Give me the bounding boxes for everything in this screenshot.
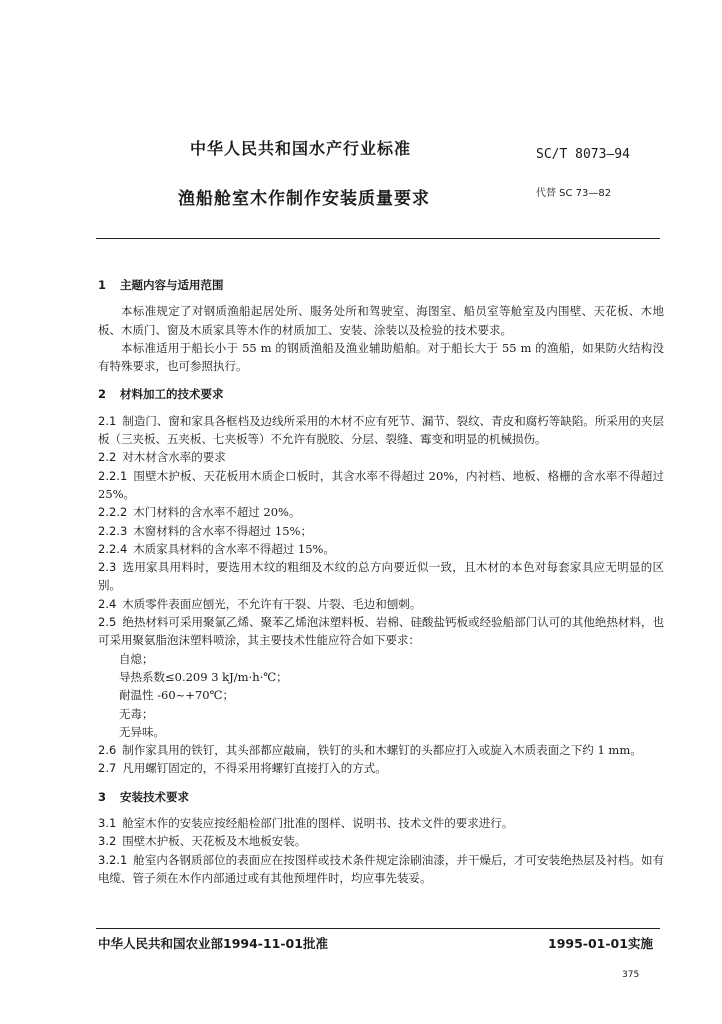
property-line: 导热系数≤0.209 3 kJ/m·h·℃； — [119, 669, 288, 684]
clause-text: 制作家具用的铁钉，其头部都应敲扁，铁钉的头和木螺钉的头都应打入或旋入木质表面之下约 1 mm。 — [122, 743, 642, 758]
clause-number: 2.5 — [98, 615, 117, 630]
clause-text: 制造门、窗和家具各框档及边线所采用的木材不应有死节、漏节、裂纹、青皮和腐朽等缺陷。所采用的夹层板（三夹板、五夹板、七夹板等）不允许有脱胶、分层、裂缝、霉变和明显的机械损伤。 — [98, 413, 664, 447]
clause-text: 绝热材料可采用聚氯乙烯、聚苯乙烯泡沫塑料板、岩棉、硅酸盐钙板或经验船部门认可的其他绝热材料，也可采用聚氨脂泡沫塑料喷涂，其主要技术性能应符合如下要求： — [98, 615, 664, 648]
section-number: 1 — [98, 278, 107, 292]
section-title: 材料加工的技术要求 — [120, 387, 224, 402]
issuing-organization: 中华人民共和国水产行业标准 — [190, 139, 412, 158]
clause — [98, 558, 664, 595]
clause-number: 2.6 — [98, 743, 117, 758]
section-title: 安装技术要求 — [120, 789, 189, 804]
clause-number: 2.4 — [98, 596, 117, 611]
clause — [98, 540, 664, 558]
clause-number: 2.7 — [98, 761, 117, 776]
clause-number: 2.2.3 — [98, 523, 128, 538]
header-divider — [96, 238, 660, 239]
document-title: 渔船舱室木作制作安装质量要求 — [178, 189, 430, 209]
approval-note: 中华人民共和国农业部1994-11-01批准 — [98, 936, 328, 951]
clause — [98, 448, 664, 466]
paragraph: 本标准适用于船长小于 55 m 的钢质渔船及渔业辅助船舶。对于船长大于 55 m 的渔船，如果防火结构没有特殊要求，也可参照执行。 — [98, 340, 664, 374]
implementation-date: 1995-01-01实施 — [548, 936, 653, 951]
clause — [98, 522, 664, 540]
section-heading — [98, 385, 664, 403]
clause-text: 围壁木护板、天花板及木地板安装。 — [122, 834, 307, 849]
clause-number: 3.2 — [98, 834, 117, 849]
clause-text: 木质家具材料的含水率不得超过 15%。 — [133, 541, 335, 556]
clause-text: 舱室木作的安装应按经船检部门批准的图样、说明书、技术文件的要求进行。 — [122, 816, 514, 831]
paragraph: 本标准规定了对钢质渔船起居处所、服务处所和驾驶室、海图室、船员室等舱室及内围壁、天花板、木地板、木质门、窗及木质家具等木作的材质加工、安装、涂装以及检验的技术要求。 — [98, 304, 664, 337]
property-line: 自熄； — [119, 651, 154, 666]
section-title: 主题内容与适用范围 — [120, 278, 224, 292]
clause-number: 2.1 — [98, 413, 117, 428]
clause-number: 2.2.4 — [98, 541, 128, 556]
clause — [98, 595, 664, 613]
section-number: 3 — [98, 789, 107, 804]
clause — [98, 613, 664, 650]
clause-text: 木窗材料的含水率不得超过 15%； — [133, 523, 312, 538]
clause — [98, 814, 664, 832]
clause-text: 木门材料的含水率不超过 20%。 — [133, 505, 301, 520]
clause — [98, 503, 664, 521]
clause-number: 2.2 — [98, 450, 117, 465]
clause-text: 围壁木护板、天花板用木质企口板时，其含水率不得超过 20%，内衬档、地板、格栅的含水率不得超过 25%。 — [98, 468, 664, 501]
replaces-note: 代替 SC 73—82 — [536, 188, 612, 199]
clause-text: 舱室内各钢质部位的表面应在按图样或技术条件规定涂刷油漆，并干燥后，才可安装绝热层及衬档。如有电缆、管子须在木作内部通过或有其他预埋件时，均应事先装妥。 — [98, 852, 664, 885]
clause — [98, 412, 664, 449]
clause — [98, 832, 664, 850]
standard-code: SC/T 8073—94 — [536, 147, 630, 162]
clause-number: 2.2.1 — [98, 468, 128, 483]
clause-number: 3.1 — [98, 816, 117, 831]
clause-number: 2.2.2 — [98, 505, 128, 520]
section-heading — [98, 276, 664, 294]
property-line: 无异味。 — [119, 724, 165, 739]
clause-number: 3.2.1 — [98, 852, 128, 867]
clause — [98, 851, 664, 888]
clause-text: 选用家具用料时，要选用木纹的粗细及木纹的总方向要近似一致，且木材的本色对每套家具应无明显的区别。 — [98, 560, 664, 593]
clause-number: 2.3 — [98, 560, 117, 575]
clause — [98, 759, 664, 777]
clause-text: 对木材含水率的要求 — [122, 450, 226, 465]
property-line: 无毒； — [119, 706, 154, 721]
footer-divider — [96, 928, 660, 929]
clause — [98, 467, 664, 504]
page-number: 375 — [622, 970, 640, 980]
section-heading — [98, 788, 664, 806]
property-line: 耐温性 -60~+70℃； — [119, 688, 234, 703]
clause-text: 木质零件表面应刨光，不允许有干裂、片裂、毛边和刨刺。 — [122, 596, 422, 611]
clause — [98, 741, 664, 759]
section-number: 2 — [98, 387, 107, 402]
clause-text: 凡用螺钉固定的，不得采用将螺钉直接打入的方式。 — [122, 761, 387, 776]
document-body — [98, 266, 664, 887]
